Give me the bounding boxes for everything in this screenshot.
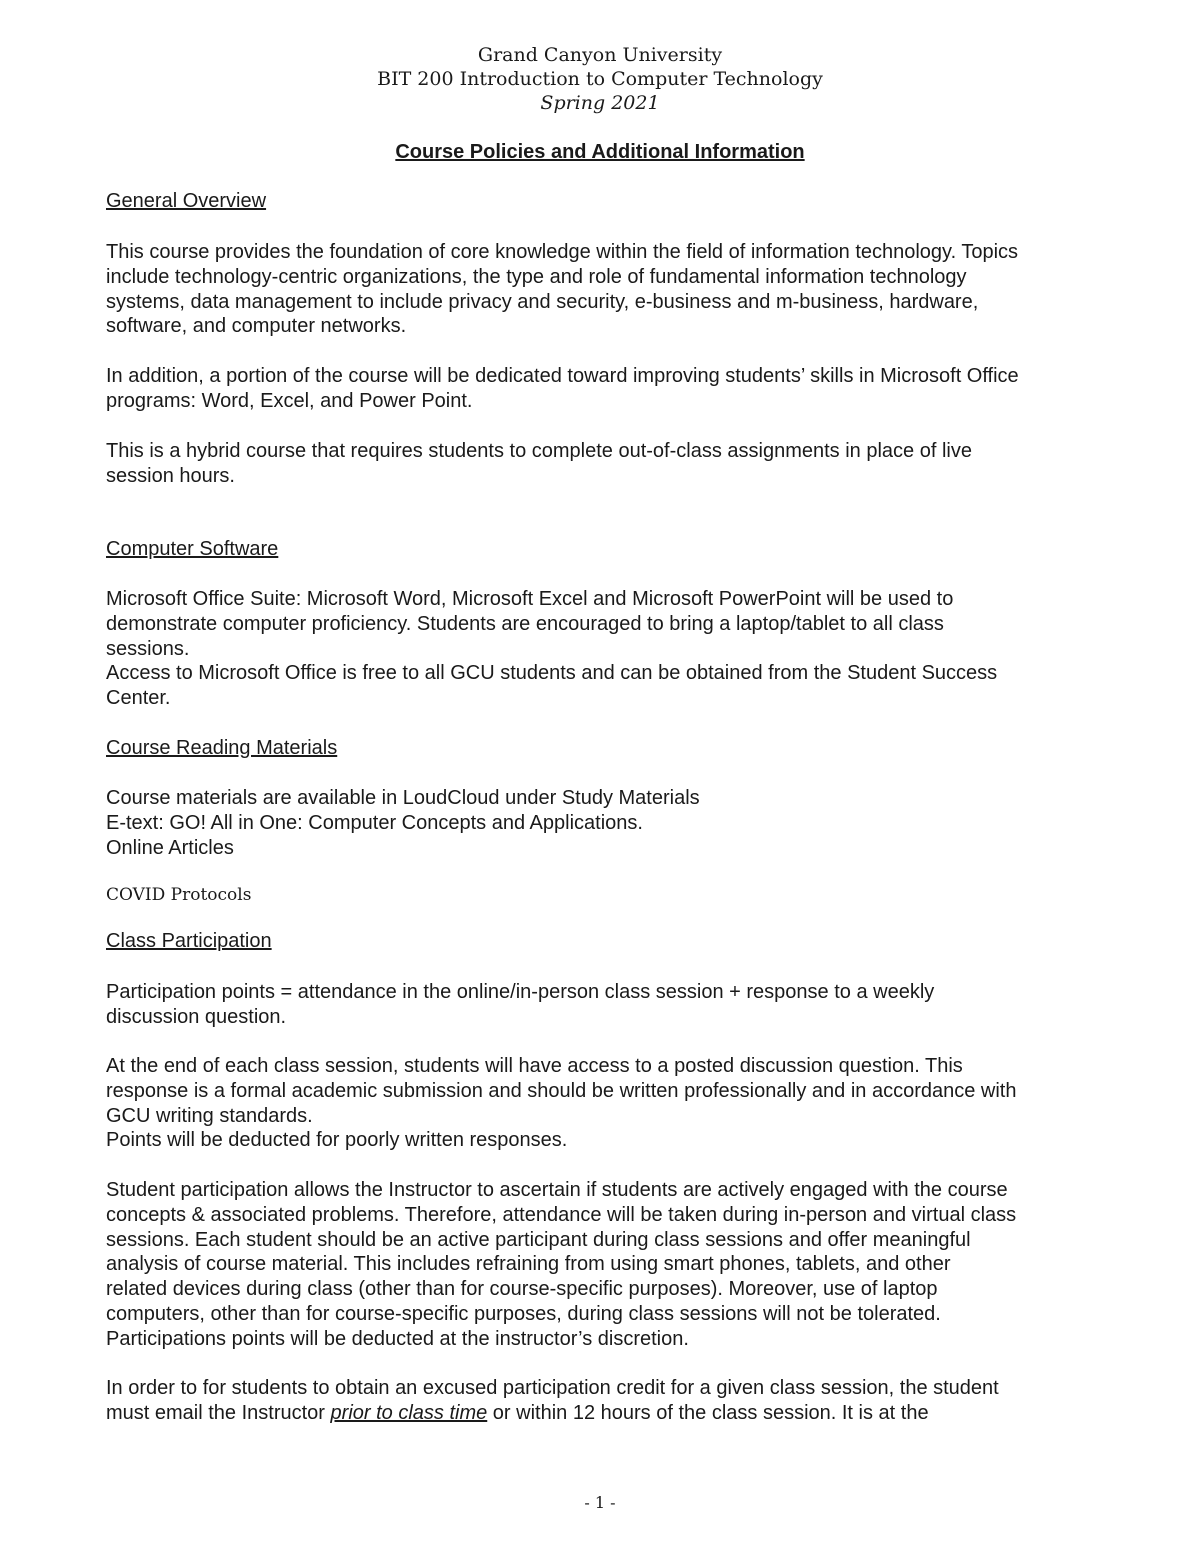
course-reading-paragraph <box>106 786 1106 860</box>
text-line: Participations points will be deducted at the instructor’s discretion. <box>106 1327 689 1350</box>
text-line: sessions. <box>106 637 190 660</box>
text-line: GCU writing standards. <box>106 1104 313 1127</box>
course-reading-heading: Course Reading Materials <box>106 737 338 759</box>
text-line: At the end of each class session, students will have access to a posted discussion question. This <box>106 1055 963 1077</box>
class-participation-paragraph-4 <box>106 1376 1106 1426</box>
header-block <box>0 43 1200 115</box>
class-participation-paragraph-2 <box>106 1054 1106 1153</box>
page-title: Course Policies and Additional Information <box>395 141 805 163</box>
text-line: Center. <box>106 687 171 710</box>
university-name: Grand Canyon University <box>477 44 723 66</box>
text-line: Points will be deducted for poorly written responses. <box>106 1129 568 1152</box>
text-line: demonstrate computer proficiency. Students are encouraged to bring a laptop/tablet to all class <box>106 612 944 635</box>
class-participation-paragraph-3 <box>106 1178 1106 1352</box>
text-line: In order to for students to obtain an excused participation credit for a given class session, the student <box>106 1377 999 1399</box>
term: Spring 2021 <box>540 92 660 114</box>
text-line: systems, data management to include privacy and security, e-business and m-business, hardware, <box>106 290 979 313</box>
text-line: concepts & associated problems. Therefore, attendance will be taken during in-person and virtual class <box>106 1203 1017 1226</box>
text-line: This is a hybrid course that requires students to complete out-of-class assignments in place of live <box>106 440 972 462</box>
text-line: response is a formal academic submission and should be written professionally and in accordance with <box>106 1079 1017 1102</box>
text-line: related devices during class (other than for course-specific purposes). Moreover, use of laptop <box>106 1278 938 1301</box>
text-line: discussion question. <box>106 1005 287 1028</box>
class-participation-heading: Class Participation <box>106 930 272 952</box>
text-line: include technology-centric organizations, the type and role of fundamental information technology <box>106 265 967 288</box>
text-line: sessions. Each student should be an active participant during class sessions and offer meaningful <box>106 1228 971 1251</box>
text-line: Course materials are available in LoudCloud under Study Materials <box>106 787 700 809</box>
text-line: session hours. <box>106 464 235 487</box>
text-line: This course provides the foundation of core knowledge within the field of information technology. Topics <box>106 241 1019 263</box>
computer-software-heading: Computer Software <box>106 538 279 560</box>
text-line: Microsoft Office Suite: Microsoft Word, Microsoft Excel and Microsoft PowerPoint will be used to <box>106 588 954 610</box>
general-overview-paragraph-1 <box>106 240 1106 339</box>
class-participation-paragraph-1 <box>106 980 1106 1030</box>
emphasized-text: prior to class time <box>330 1401 488 1424</box>
course-name: BIT 200 Introduction to Computer Technology <box>377 68 823 90</box>
text-line: computers, other than for course-specific purposes, during class sessions will not be tolerated. <box>106 1302 941 1325</box>
text-line: Participation points = attendance in the online/in-person class session + response to a weekly <box>106 981 935 1003</box>
computer-software-paragraph <box>106 587 1106 711</box>
text-line: programs: Word, Excel, and Power Point. <box>106 389 473 412</box>
text-line: In addition, a portion of the course will be dedicated toward improving students’ skills in Microsoft Office <box>106 365 1019 387</box>
text-line: analysis of course material. This includes refraining from using smart phones, tablets, and other <box>106 1253 951 1276</box>
text-line: software, and computer networks. <box>106 315 407 338</box>
text-line <box>106 1402 929 1424</box>
text-fragment: or within 12 hours of the class session. It is at the <box>487 1401 929 1424</box>
covid-protocols-heading: COVID Protocols <box>106 885 252 905</box>
general-overview-paragraph-3 <box>106 439 1106 489</box>
text-line: E-text: GO! All in One: Computer Concepts and Applications. <box>106 811 643 834</box>
text-fragment: must email the Instructor <box>106 1401 331 1424</box>
text-line: Student participation allows the Instructor to ascertain if students are actively engaged with the course <box>106 1179 1008 1201</box>
text-line: Access to Microsoft Office is free to all GCU students and can be obtained from the Student Success <box>106 662 998 685</box>
page-number: - 1 - <box>584 1493 616 1512</box>
general-overview-heading: General Overview <box>106 190 267 212</box>
general-overview-paragraph-2 <box>106 364 1106 414</box>
text-line: Online Articles <box>106 836 234 859</box>
